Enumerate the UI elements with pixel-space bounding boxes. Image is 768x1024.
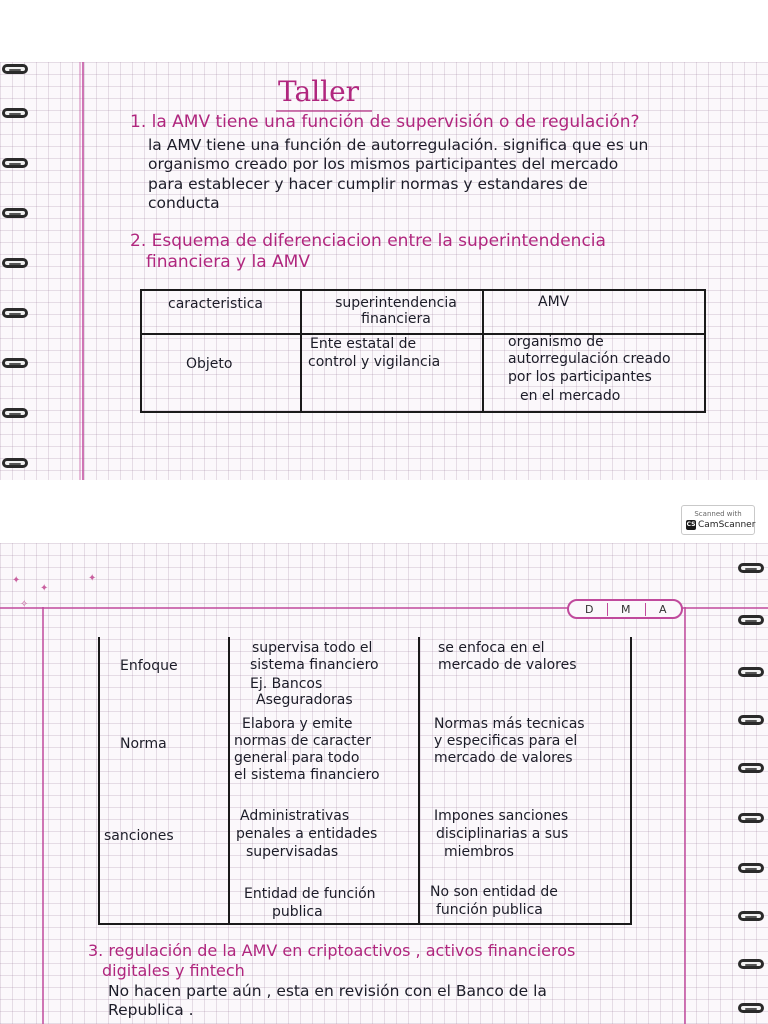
cell-sf-line: sistema financiero: [250, 657, 379, 673]
header-superintendencia: superintendencia financiera: [335, 295, 457, 328]
cell-sf-line: penales a entidades: [236, 826, 378, 842]
spiral-ring-icon: [2, 208, 28, 218]
spiral-ring-icon: [738, 813, 764, 823]
notebook-page-2: [0, 543, 768, 1024]
row-label-sanciones: sanciones: [104, 828, 174, 844]
header-amv: AMV: [538, 294, 570, 310]
row-label-enfoque: Enfoque: [120, 658, 178, 674]
table-divider: [482, 291, 484, 411]
date-day-label: D: [585, 603, 594, 616]
spiral-ring-icon: [738, 1003, 764, 1013]
spiral-ring-icon: [738, 715, 764, 725]
cell-sf-line: control y vigilancia: [308, 354, 441, 370]
comparison-table-top: [140, 289, 706, 413]
date-separator: [607, 603, 608, 616]
question-1: 1. la AMV tiene una función de supervisión o de regulación?: [130, 112, 640, 132]
cell-amv-line: autorregulación creado: [508, 351, 671, 367]
cell-amv-line: Normas más tecnicas: [434, 716, 585, 732]
cell-amv-line: en el mercado: [520, 388, 621, 404]
camscanner-badge: [681, 505, 755, 535]
answer-1-line: conducta: [148, 194, 220, 212]
spiral-ring-icon: [2, 408, 28, 418]
notebook-page-1: [0, 62, 768, 480]
cell-sf-line: publica: [272, 904, 323, 920]
table-divider: [142, 333, 704, 335]
question-2-line: 2. Esquema de diferenciacion entre la superintendencia: [130, 231, 606, 251]
date-field: [567, 599, 683, 619]
cell-amv-line: Impones sanciones: [434, 808, 569, 824]
cell-sf-line: Ej. Bancos: [250, 676, 323, 692]
answer-3-line: Republica .: [108, 1001, 194, 1019]
answer-1-line: la AMV tiene una función de autorregulación. significa que es un: [148, 136, 649, 154]
cell-amv-line: función publica: [436, 902, 543, 918]
cell-amv-line: mercado de valores: [434, 750, 573, 766]
page-title: Taller: [278, 75, 360, 108]
cell-sf-line: el sistema financiero: [234, 767, 380, 783]
spiral-ring-icon: [2, 308, 28, 318]
spiral-ring-icon: [2, 258, 28, 268]
spiral-ring-icon: [2, 458, 28, 468]
answer-3-line: No hacen parte aún , esta en revisión con el Banco de la: [108, 982, 547, 1000]
date-separator: [645, 603, 646, 616]
cell-sf-line: normas de caracter: [234, 733, 372, 749]
cell-sf-line: Ente estatal de: [310, 336, 417, 352]
row-label-norma: Norma: [120, 736, 167, 752]
cell-amv-line: No son entidad de: [430, 884, 558, 900]
date-year-label: A: [659, 603, 667, 616]
left-margin-line: [82, 62, 84, 480]
spiral-ring-icon: [738, 667, 764, 677]
cell-amv-line: mercado de valores: [438, 657, 577, 673]
cell-sf-line: supervisa todo el: [252, 640, 373, 656]
spiral-ring-icon: [738, 763, 764, 773]
spiral-ring-icon: [738, 911, 764, 921]
cell-sf-line: Administrativas: [240, 808, 350, 824]
cell-amv-line: y especificas para el: [434, 733, 578, 749]
header-caracteristica: caracteristica: [168, 296, 264, 312]
spiral-ring-icon: [2, 108, 28, 118]
table-divider: [418, 637, 420, 923]
cell-sf-line: Aseguradoras: [256, 692, 353, 708]
table-divider: [300, 291, 302, 411]
cell-sf-line: general para todo: [234, 750, 360, 766]
camscanner-logo-icon: CS: [686, 521, 696, 528]
spiral-ring-icon: [738, 863, 764, 873]
cell-amv-line: miembros: [444, 844, 514, 860]
date-month-label: M: [621, 603, 631, 616]
spiral-ring-icon: [738, 563, 764, 573]
cell-sf-line: Entidad de función: [244, 886, 376, 902]
spiral-ring-icon: [2, 358, 28, 368]
cell-amv-line: disciplinarias a sus: [436, 826, 569, 842]
answer-1-line: para establecer y hacer cumplir normas y estandares de: [148, 175, 588, 193]
question-3-line: 3. regulación de la AMV en criptoactivos , activos financieros: [88, 941, 576, 960]
table-divider: [228, 637, 230, 923]
cell-amv-line: organismo de: [508, 334, 604, 350]
cell-amv-line: se enfoca en el: [438, 640, 545, 656]
decorative-star-icon: ✦: [12, 575, 21, 586]
spiral-ring-icon: [2, 64, 28, 74]
answer-1-line: organismo creado por los mismos participantes del mercado: [148, 155, 619, 173]
comparison-table-bottom: [98, 637, 632, 925]
cell-sf-line: Elabora y emite: [242, 716, 353, 732]
right-margin-line: [684, 607, 686, 1024]
row-label-objeto: Objeto: [186, 356, 233, 372]
question-3-line: digitales y fintech: [102, 961, 245, 980]
decorative-star-icon: ✧: [20, 599, 29, 610]
scanned-with-text: Scanned with: [694, 510, 742, 518]
left-margin-line-2: [79, 62, 81, 480]
decorative-star-icon: ✦: [40, 583, 49, 594]
question-2-line: financiera y la AMV: [146, 252, 310, 272]
spiral-ring-icon: [2, 158, 28, 168]
spiral-ring-icon: [738, 615, 764, 625]
camscanner-brand: CamScanner: [698, 520, 756, 530]
left-margin-line: [42, 607, 44, 1024]
decorative-star-icon: ✦: [88, 573, 97, 584]
spiral-ring-icon: [738, 959, 764, 969]
cell-amv-line: por los participantes: [508, 369, 652, 385]
cell-sf-line: supervisadas: [246, 844, 339, 860]
